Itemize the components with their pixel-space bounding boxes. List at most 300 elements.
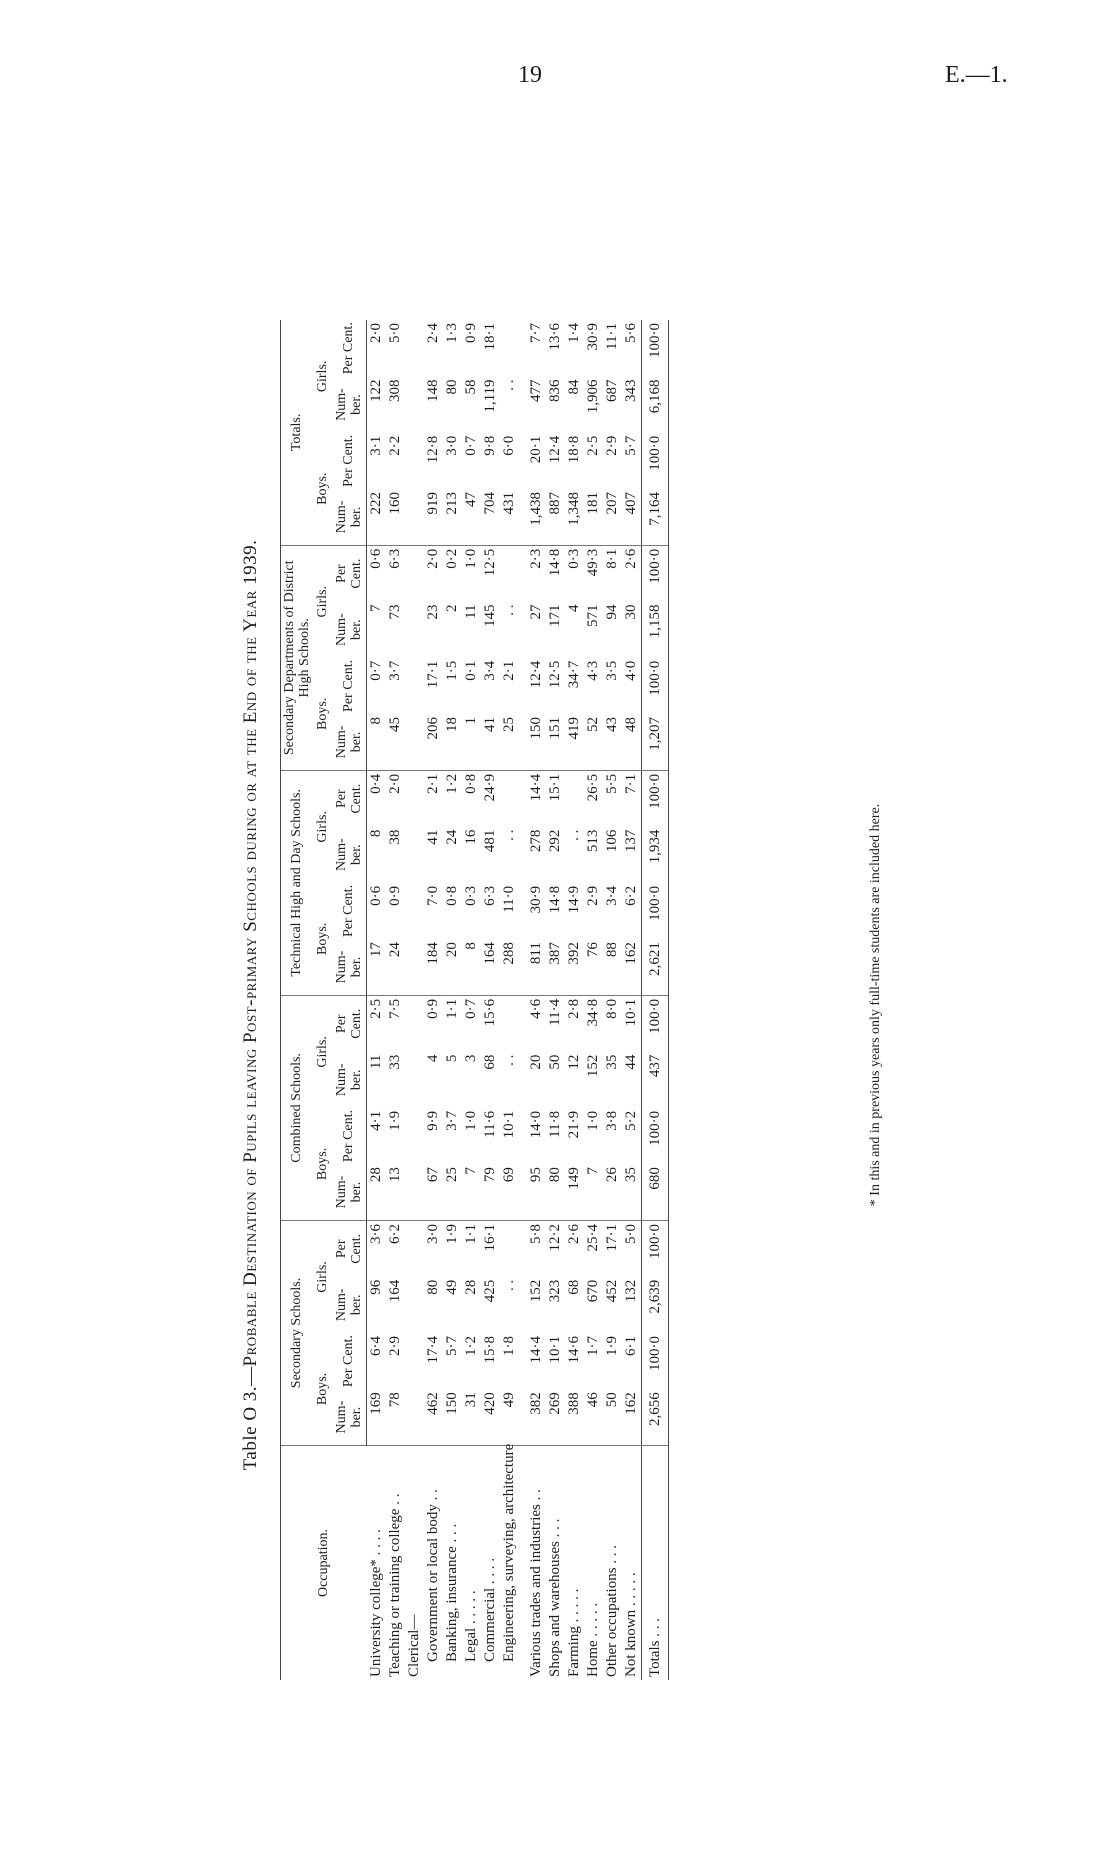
number-cell: 35 bbox=[604, 1054, 621, 1070]
number-cell: 38 bbox=[387, 829, 404, 845]
percent-cell: 8·1 bbox=[604, 548, 621, 569]
percent-cell: 0·9 bbox=[425, 998, 442, 1019]
percent-cell: 26·5 bbox=[585, 773, 602, 802]
column-header-percent: Per Cent. bbox=[333, 1333, 367, 1389]
number-cell: 7 bbox=[462, 1164, 481, 1220]
number-cell: 1,906 bbox=[585, 379, 602, 414]
percent-cell: 11·4 bbox=[547, 998, 564, 1026]
percent-cell: 100·0 bbox=[642, 995, 669, 1051]
number-cell: 1,207 bbox=[642, 714, 669, 770]
percent-cell: 0·6 bbox=[368, 548, 385, 569]
number-cell: 343 bbox=[623, 379, 640, 402]
number-cell: 49 bbox=[444, 1279, 461, 1295]
number-cell: 151 bbox=[546, 714, 565, 770]
percent-cell: 2·8 bbox=[566, 998, 583, 1019]
rotated-table-block bbox=[240, 310, 940, 1700]
number-cell: 811 bbox=[519, 939, 546, 995]
number-cell bbox=[405, 714, 424, 770]
number-cell bbox=[405, 939, 424, 995]
percent-cell: 100·0 bbox=[642, 545, 669, 601]
number-cell: 122 bbox=[368, 379, 385, 402]
percent-cell: 4·3 bbox=[585, 660, 602, 681]
number-cell: 164 bbox=[387, 1279, 404, 1303]
number-cell: 207 bbox=[603, 489, 622, 545]
number-cell: 149 bbox=[565, 1164, 584, 1220]
number-cell: 3 bbox=[463, 1054, 480, 1063]
occupation-label: University college* . . . . bbox=[368, 1529, 385, 1677]
number-cell: 7,164 bbox=[642, 489, 669, 545]
table-title-prefix: Table O 3.— bbox=[240, 1366, 261, 1471]
number-cell: 132 bbox=[623, 1279, 640, 1303]
number-cell: 84 bbox=[566, 379, 583, 395]
table-row bbox=[405, 320, 424, 1680]
percent-cell bbox=[405, 433, 424, 489]
number-cell: 7 bbox=[584, 1164, 603, 1220]
percent-cell bbox=[405, 770, 424, 826]
occupation-label: Engineering, surveying, architecture bbox=[501, 1443, 518, 1662]
sex-header-boys: Boys. bbox=[314, 433, 333, 546]
occupation-label: Various trades and industries . . bbox=[528, 1489, 545, 1677]
number-cell: 687 bbox=[604, 379, 621, 402]
percent-cell: 4·1 bbox=[368, 1110, 385, 1131]
number-cell: 2 bbox=[444, 604, 461, 613]
percent-cell: 3·0 bbox=[444, 435, 461, 456]
number-cell: 1,119 bbox=[482, 379, 499, 413]
percent-cell: 1·1 bbox=[463, 1223, 480, 1244]
occupation-label: Farming . . . . . bbox=[566, 1588, 583, 1677]
percent-cell: 2·6 bbox=[623, 548, 640, 569]
number-cell bbox=[405, 1389, 424, 1445]
percent-cell: 6·4 bbox=[368, 1335, 385, 1356]
number-cell: 28 bbox=[367, 1164, 387, 1220]
number-cell: 80 bbox=[546, 1164, 565, 1220]
table-row bbox=[424, 320, 443, 1680]
percent-cell: 2·1 bbox=[501, 660, 518, 681]
percent-cell: 2·4 bbox=[425, 323, 442, 343]
number-cell: 452 bbox=[604, 1279, 621, 1303]
percent-cell: 100·0 bbox=[642, 883, 669, 939]
number-cell: 571 bbox=[585, 604, 602, 628]
number-cell: 79 bbox=[481, 1164, 500, 1220]
number-cell: . . bbox=[501, 1054, 518, 1066]
percent-cell: 1·9 bbox=[387, 1110, 404, 1131]
percent-cell: 100·0 bbox=[642, 770, 669, 826]
percent-cell: 1·5 bbox=[444, 660, 461, 681]
percent-cell: 10·1 bbox=[501, 1110, 518, 1139]
percent-cell: 34·7 bbox=[566, 660, 583, 689]
number-cell: 6,168 bbox=[642, 376, 669, 432]
number-cell: 1,438 bbox=[519, 489, 546, 545]
sex-header-girls: Girls. bbox=[315, 1261, 331, 1293]
occupation-label: Commercial . . . . bbox=[482, 1557, 499, 1662]
number-cell: 1,934 bbox=[642, 827, 669, 883]
number-cell: 206 bbox=[424, 714, 443, 770]
percent-cell: 17·4 bbox=[425, 1335, 442, 1364]
number-cell: 94 bbox=[604, 604, 621, 620]
number-cell: 1 bbox=[462, 714, 481, 770]
number-cell: 13 bbox=[386, 1164, 405, 1220]
percent-cell: 20·1 bbox=[528, 435, 545, 464]
percent-cell: 12·4 bbox=[528, 660, 545, 689]
percent-cell: 0·1 bbox=[463, 660, 480, 681]
number-cell: 8 bbox=[462, 939, 481, 995]
number-cell: 704 bbox=[481, 489, 500, 545]
percent-cell: 3·1 bbox=[368, 435, 385, 456]
number-cell: 419 bbox=[565, 714, 584, 770]
number-cell: 35 bbox=[622, 1164, 642, 1220]
number-cell: 33 bbox=[387, 1054, 404, 1070]
percent-cell: 2·0 bbox=[387, 773, 404, 794]
number-cell: 46 bbox=[584, 1389, 603, 1445]
number-cell: 25 bbox=[500, 714, 519, 770]
percent-cell bbox=[500, 995, 519, 1051]
number-cell: 145 bbox=[482, 604, 499, 628]
table-row bbox=[584, 320, 603, 1680]
percent-cell: 18·1 bbox=[482, 323, 499, 351]
percent-cell: 6·0 bbox=[501, 435, 518, 456]
percent-cell: 0·6 bbox=[368, 885, 385, 906]
percent-cell: 3·5 bbox=[604, 660, 621, 681]
percent-cell: 8·0 bbox=[604, 998, 621, 1019]
number-cell: 1,348 bbox=[565, 489, 584, 545]
number-cell: 73 bbox=[387, 604, 404, 620]
number-cell: 462 bbox=[424, 1389, 443, 1445]
column-header-number: Num-ber. bbox=[333, 827, 367, 883]
percent-cell: 11·6 bbox=[482, 1110, 499, 1138]
percent-cell bbox=[405, 545, 424, 601]
percent-cell: 2·9 bbox=[387, 1335, 404, 1356]
table-row bbox=[622, 320, 642, 1680]
occupation-label: Government or local body . . bbox=[425, 1489, 442, 1662]
number-cell: 160 bbox=[386, 489, 405, 545]
table-row bbox=[500, 320, 519, 1680]
number-cell: 150 bbox=[519, 714, 546, 770]
column-header-number: Num-ber. bbox=[333, 1389, 367, 1445]
percent-cell bbox=[500, 320, 519, 376]
percent-cell: 0·8 bbox=[444, 885, 461, 906]
number-cell: 388 bbox=[565, 1389, 584, 1445]
occupation-label: Banking, insurance . . . bbox=[444, 1523, 461, 1662]
percent-cell bbox=[565, 770, 584, 826]
number-cell: 8 bbox=[368, 829, 385, 838]
header-row-groups bbox=[281, 320, 315, 1680]
percent-cell: 12·2 bbox=[547, 1223, 564, 1252]
number-cell: 12 bbox=[566, 1054, 583, 1070]
number-cell: 513 bbox=[585, 829, 602, 853]
number-cell bbox=[405, 489, 424, 545]
number-cell: 213 bbox=[443, 489, 462, 545]
table-body bbox=[367, 320, 669, 1680]
percent-cell: 3·8 bbox=[604, 1110, 621, 1131]
occupation-label: Shops and warehouses . . . bbox=[547, 1518, 564, 1677]
number-cell: . . bbox=[566, 829, 583, 841]
number-cell: 27 bbox=[528, 604, 545, 620]
number-cell: 96 bbox=[368, 1279, 385, 1295]
percent-cell: 2·0 bbox=[425, 548, 442, 569]
sex-header-boys: Boys. bbox=[314, 658, 333, 771]
percent-cell: 3·4 bbox=[482, 660, 499, 681]
number-cell: 278 bbox=[528, 829, 545, 853]
percent-cell: 15·8 bbox=[482, 1335, 499, 1364]
occupation-label: Not known . . . . . bbox=[623, 1572, 640, 1677]
percent-cell bbox=[405, 995, 424, 1051]
number-cell: 222 bbox=[367, 489, 387, 545]
percent-cell: 0·7 bbox=[463, 435, 480, 456]
column-header-percent: Per Cent. bbox=[333, 545, 367, 601]
percent-cell: 4·0 bbox=[623, 660, 640, 681]
number-cell: 477 bbox=[528, 379, 545, 402]
percent-cell: 3·7 bbox=[444, 1110, 461, 1131]
number-cell bbox=[405, 376, 424, 432]
percent-cell bbox=[500, 1220, 519, 1276]
percent-cell: 100·0 bbox=[642, 433, 669, 489]
number-cell: 308 bbox=[387, 379, 404, 402]
percent-cell bbox=[405, 658, 424, 714]
number-cell: 24 bbox=[386, 939, 405, 995]
number-cell: 431 bbox=[500, 489, 519, 545]
number-cell: 169 bbox=[367, 1389, 387, 1445]
number-cell: 11 bbox=[463, 604, 480, 619]
occupation-header: Occupation. bbox=[281, 1446, 367, 1681]
number-cell: . . bbox=[501, 829, 518, 841]
column-header-number: Num-ber. bbox=[333, 602, 367, 658]
number-cell: 2,639 bbox=[642, 1277, 669, 1333]
percent-cell: 1·8 bbox=[501, 1335, 518, 1356]
sex-header-boys: Boys. bbox=[314, 1108, 333, 1221]
column-header-number: Num-ber. bbox=[333, 1052, 367, 1108]
sex-header-boys: Boys. bbox=[314, 1333, 333, 1446]
column-header-number: Num-ber. bbox=[333, 714, 367, 770]
number-cell: 80 bbox=[425, 1279, 442, 1295]
percent-cell: 7·1 bbox=[623, 773, 640, 794]
sex-header-boys: Boys. bbox=[314, 883, 333, 996]
percent-cell: 6·2 bbox=[387, 1223, 404, 1244]
occupation-label: Home . . . . . bbox=[585, 1602, 602, 1677]
number-cell: 52 bbox=[584, 714, 603, 770]
percent-cell: 2·9 bbox=[585, 885, 602, 906]
number-cell: 323 bbox=[547, 1279, 564, 1303]
page-reference: E.—1. bbox=[945, 62, 1008, 88]
footnote: * In this and in previous years only full-time students are included here. bbox=[868, 803, 883, 1207]
column-header-percent: Per Cent. bbox=[333, 770, 367, 826]
sex-header-girls: Girls. bbox=[315, 1036, 331, 1068]
percent-cell: 5·6 bbox=[623, 323, 640, 343]
number-cell: 181 bbox=[584, 489, 603, 545]
percent-cell: 10·1 bbox=[547, 1335, 564, 1364]
percent-cell: 5·0 bbox=[623, 1223, 640, 1244]
column-header-number: Num-ber. bbox=[333, 939, 367, 995]
number-cell: 680 bbox=[642, 1164, 669, 1220]
destination-table bbox=[280, 320, 669, 1680]
group-header-district-high: Secondary Departments of District High Schools. bbox=[281, 545, 315, 770]
number-cell: 47 bbox=[462, 489, 481, 545]
percent-cell: 15·6 bbox=[482, 998, 499, 1027]
number-cell: 50 bbox=[547, 1054, 564, 1070]
percent-cell: 3·4 bbox=[604, 885, 621, 906]
percent-cell bbox=[405, 320, 424, 376]
number-cell: 95 bbox=[519, 1164, 546, 1220]
number-cell: 184 bbox=[424, 939, 443, 995]
percent-cell: 3·6 bbox=[368, 1223, 385, 1244]
percent-cell: 24·9 bbox=[482, 773, 499, 802]
percent-cell: 6·1 bbox=[623, 1335, 640, 1356]
number-cell: 1,158 bbox=[642, 602, 669, 658]
number-cell: 20 bbox=[443, 939, 462, 995]
number-cell: 106 bbox=[604, 829, 621, 853]
percent-cell: 2·6 bbox=[566, 1223, 583, 1244]
number-cell: 24 bbox=[444, 829, 461, 845]
percent-cell: 7·7 bbox=[528, 323, 545, 343]
percent-cell: 5·2 bbox=[623, 1110, 640, 1131]
number-cell: 25 bbox=[443, 1164, 462, 1220]
number-cell: 41 bbox=[425, 829, 442, 845]
number-cell: 78 bbox=[386, 1389, 405, 1445]
percent-cell: 34·8 bbox=[585, 998, 602, 1027]
table-row bbox=[603, 320, 622, 1680]
column-header-percent: Per Cent. bbox=[333, 433, 367, 489]
percent-cell: 14·4 bbox=[528, 773, 545, 802]
percent-cell: 1·9 bbox=[444, 1223, 461, 1244]
table-title-text: Probable Destination of Pupils leaving Post-primary Schools during or at the End of the Year 1939. bbox=[240, 539, 261, 1367]
page-number: 19 bbox=[518, 62, 542, 88]
percent-cell bbox=[405, 1220, 424, 1276]
percent-cell: 12·4 bbox=[547, 435, 564, 464]
number-cell bbox=[405, 602, 424, 658]
percent-cell: 12·5 bbox=[547, 660, 564, 689]
number-cell: 437 bbox=[642, 1052, 669, 1108]
number-cell: 269 bbox=[546, 1389, 565, 1445]
number-cell: 30 bbox=[623, 604, 640, 620]
table-row bbox=[386, 320, 405, 1680]
occupation-label: Totals . . . bbox=[642, 1446, 669, 1681]
number-cell bbox=[405, 827, 424, 883]
number-cell: 18 bbox=[443, 714, 462, 770]
percent-cell: 3·0 bbox=[425, 1223, 442, 1244]
group-header-totals: Totals. bbox=[281, 320, 315, 545]
column-header-number: Num-ber. bbox=[333, 489, 367, 545]
percent-cell: 10·1 bbox=[623, 998, 640, 1027]
number-cell: 407 bbox=[622, 489, 642, 545]
number-cell: 420 bbox=[481, 1389, 500, 1445]
number-cell: 43 bbox=[603, 714, 622, 770]
number-cell: 80 bbox=[444, 379, 461, 395]
percent-cell: 0·9 bbox=[387, 885, 404, 906]
column-header-percent: Per Cent. bbox=[333, 320, 367, 376]
percent-cell: 14·8 bbox=[547, 548, 564, 577]
number-cell: 148 bbox=[425, 379, 442, 402]
percent-cell: 0·3 bbox=[566, 548, 583, 569]
percent-cell: 12·5 bbox=[482, 548, 499, 577]
percent-cell: 17·1 bbox=[425, 660, 442, 689]
percent-cell: 2·3 bbox=[528, 548, 545, 569]
number-cell: 425 bbox=[482, 1279, 499, 1303]
percent-cell bbox=[405, 883, 424, 939]
sex-header-girls: Girls. bbox=[315, 360, 331, 393]
percent-cell: 5·0 bbox=[387, 323, 404, 343]
percent-cell: 6·3 bbox=[482, 885, 499, 906]
number-cell: 836 bbox=[547, 379, 564, 402]
number-cell: 45 bbox=[386, 714, 405, 770]
number-cell: 23 bbox=[425, 604, 442, 620]
number-cell: 48 bbox=[622, 714, 642, 770]
percent-cell: 9·9 bbox=[425, 1110, 442, 1131]
percent-cell: 0·2 bbox=[444, 548, 461, 569]
percent-cell: 3·7 bbox=[387, 660, 404, 681]
number-cell: 49 bbox=[500, 1389, 519, 1445]
number-cell: . . bbox=[501, 1279, 518, 1291]
number-cell: 28 bbox=[463, 1279, 480, 1295]
table-row bbox=[546, 320, 565, 1680]
number-cell: 152 bbox=[585, 1054, 602, 1078]
percent-cell: 2·0 bbox=[368, 323, 385, 343]
number-cell: 162 bbox=[622, 1389, 642, 1445]
number-cell: 88 bbox=[603, 939, 622, 995]
number-cell: 26 bbox=[603, 1164, 622, 1220]
table-title bbox=[240, 310, 262, 1700]
percent-cell: 49·3 bbox=[585, 548, 602, 577]
percent-cell: 0·7 bbox=[463, 998, 480, 1019]
percent-cell: 7·0 bbox=[425, 885, 442, 906]
group-header-combined: Combined Schools. bbox=[281, 995, 315, 1220]
number-cell: 67 bbox=[424, 1164, 443, 1220]
number-cell: 5 bbox=[444, 1054, 461, 1063]
percent-cell: 14·8 bbox=[547, 885, 564, 914]
percent-cell: 1·3 bbox=[444, 323, 461, 343]
number-cell: 4 bbox=[566, 604, 583, 613]
number-cell: 919 bbox=[424, 489, 443, 545]
percent-cell: 25·4 bbox=[585, 1223, 602, 1252]
number-cell: 392 bbox=[565, 939, 584, 995]
number-cell: 288 bbox=[500, 939, 519, 995]
percent-cell: 1·2 bbox=[463, 1335, 480, 1356]
percent-cell: 1·0 bbox=[463, 548, 480, 569]
number-cell: . . bbox=[501, 604, 518, 616]
column-header-number: Num-ber. bbox=[333, 376, 367, 432]
number-cell: 481 bbox=[482, 829, 499, 853]
percent-cell: 2·9 bbox=[604, 435, 621, 456]
sex-header-girls: Girls. bbox=[315, 811, 331, 843]
table-row bbox=[565, 320, 584, 1680]
table-row bbox=[481, 320, 500, 1680]
occupation-label: Other occupations . . . bbox=[604, 1544, 621, 1677]
column-header-number: Num-ber. bbox=[333, 1164, 367, 1220]
percent-cell: 100·0 bbox=[642, 320, 669, 376]
percent-cell: 6·2 bbox=[623, 885, 640, 906]
number-cell: 4 bbox=[425, 1054, 442, 1063]
number-cell: 44 bbox=[623, 1054, 640, 1070]
occupation-label: Legal . . . . . bbox=[463, 1590, 480, 1662]
percent-cell: 15·1 bbox=[547, 773, 564, 802]
percent-cell: 9·8 bbox=[482, 435, 499, 456]
percent-cell bbox=[405, 1108, 424, 1164]
number-cell: 387 bbox=[546, 939, 565, 995]
number-cell: 41 bbox=[481, 714, 500, 770]
percent-cell: 14·6 bbox=[566, 1335, 583, 1364]
number-cell: 68 bbox=[482, 1054, 499, 1070]
number-cell: 8 bbox=[367, 714, 387, 770]
number-cell: 31 bbox=[462, 1389, 481, 1445]
percent-cell: 30·9 bbox=[585, 323, 602, 351]
percent-cell: 14·9 bbox=[566, 885, 583, 914]
percent-cell: 14·4 bbox=[528, 1335, 545, 1364]
percent-cell: 1·0 bbox=[463, 1110, 480, 1131]
percent-cell: 7·5 bbox=[387, 998, 404, 1019]
number-cell: 2,621 bbox=[642, 939, 669, 995]
column-header-percent: Per Cent. bbox=[333, 883, 367, 939]
percent-cell: 0·7 bbox=[368, 660, 385, 681]
table-row bbox=[367, 320, 387, 1680]
group-header-secondary: Secondary Schools. bbox=[281, 1220, 315, 1445]
